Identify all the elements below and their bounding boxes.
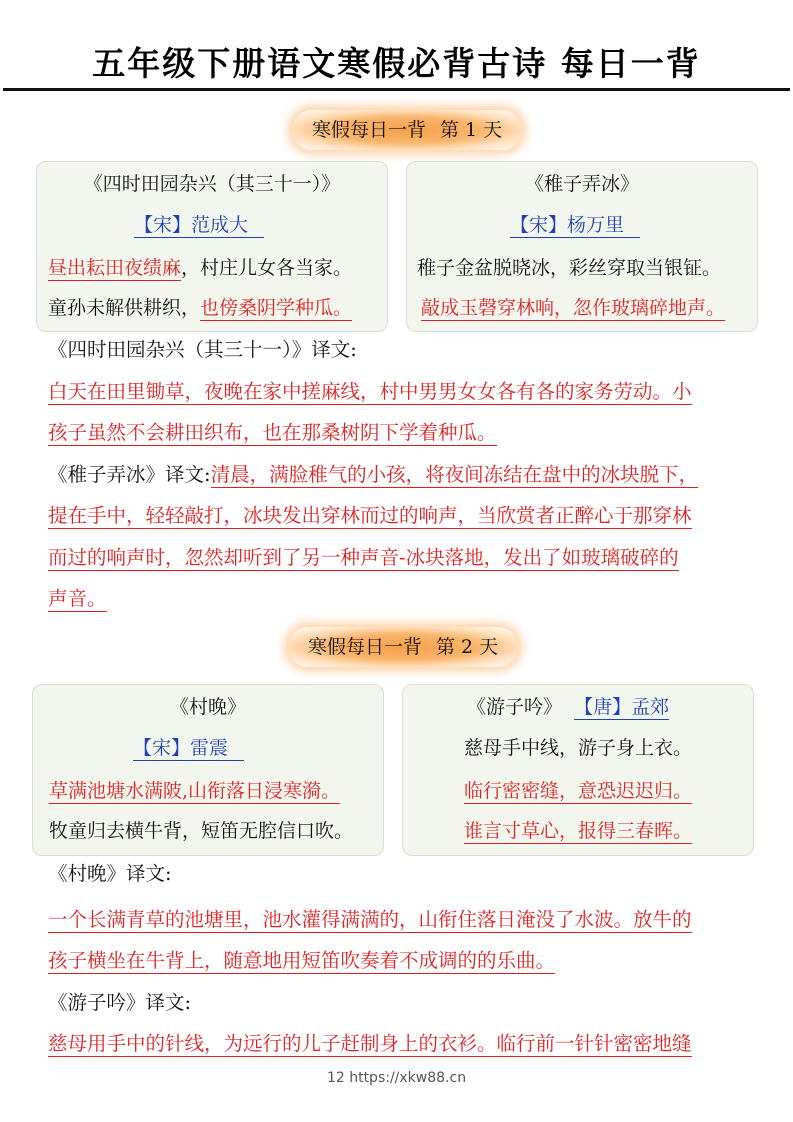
translation-row: 一个长满青草的池塘里，池水灌得满满的，山衔住落日淹没了水波。放牛的 [48, 907, 692, 931]
translation-row: 《稚子弄冰》译文:清晨，满脸稚气的小孩，将夜间冻结在盘中的冰块脱下， [48, 462, 699, 486]
poem-author: 【宋】雷震 [133, 735, 244, 761]
day-1-banner-label: 寒假每日一背 [312, 119, 427, 141]
page-title: 五年级下册语文寒假必背古诗 每日一背 [92, 44, 701, 83]
translation-label: 《村晚》译文: [48, 862, 172, 885]
poem-line: 临行密密缝，意恐迟迟归。 [463, 780, 692, 802]
day-1-banner-day: 第 1 天 [440, 119, 503, 141]
day-2-banner-label: 寒假每日一背 [308, 636, 423, 658]
day-2-banner [288, 627, 518, 667]
title-divider [3, 88, 790, 91]
poem-line: 牧童归去横牛背，短笛无腔信口吹。 [49, 820, 354, 842]
poem-card-zhizi [406, 161, 758, 332]
translation-row: 慈母用手中的针线，为远行的儿子赶制身上的衣衫。临行前一针针密密地缝 [48, 1032, 692, 1055]
translation-row: 孩子虽然不会耕田织布，也在那桑树阴下学着种瓜。 [48, 421, 497, 444]
translation-row: 孩子横坐在牛背上，随意地用短笛吹奏着不成调的的乐曲。 [48, 949, 556, 972]
translation-block-day2 [48, 853, 748, 1065]
translation-row: 而过的响声时，忽然却听到了另一种声音-冰块落地，发出了如玻璃破碎的 [48, 545, 679, 569]
poem-line: 童孙未解供耕织，也傍桑阴学种瓜。 [48, 297, 353, 319]
poem-card-sishi [36, 161, 388, 332]
translation-label: 《游子吟》译文: [48, 990, 192, 1014]
poem-line: 草满池塘水满陂,山衔落日浸寒漪。 [49, 780, 341, 802]
poem-line: 敲成玉磬穿林响，忽作玻璃碎地声。 [421, 297, 726, 319]
poem-line: 慈母手中线，游子身上衣。 [463, 737, 692, 759]
poem-author: 【宋】范成大 [134, 212, 264, 238]
poem-title: 《四时田园杂兴（其三十一）》 [83, 173, 341, 195]
day-2-banner-day: 第 2 天 [436, 636, 499, 658]
poem-line: 昼出耘田夜绩麻，村庄儿女各当家。 [48, 257, 353, 279]
poem-line: 稚子金盆脱晓冰，彩丝穿取当银钲。 [417, 257, 722, 279]
translation-row: 提在手中，轻轻敲打，冰块发出穿林而过的响声，当欣赏者正醉心于那穿林 [48, 504, 692, 527]
translation-row: 白天在田里锄草，夜晚在家中搓麻线，村中男男女女各有各的家务劳动。小 [48, 379, 692, 403]
poem-title: 《村晚》 [169, 696, 246, 718]
poem-title-row: 《游子吟》 【唐】孟郊 [467, 696, 670, 718]
poem-author: 【宋】杨万里 [510, 212, 640, 238]
translation-block-day1 [48, 329, 748, 620]
poem-line: 谁言寸草心，报得三春晖。 [463, 820, 692, 842]
page-footer: 12 https://xkw88.cn [326, 1070, 467, 1086]
translation-label: 《四时田园杂兴（其三十一）》译文: [48, 338, 357, 361]
poem-card-cunwan [32, 684, 384, 856]
poem-title: 《稚子弄冰》 [524, 173, 639, 195]
day-1-banner [292, 110, 522, 150]
translation-row: 声音。 [48, 587, 107, 610]
poem-card-youziyin [402, 684, 754, 856]
